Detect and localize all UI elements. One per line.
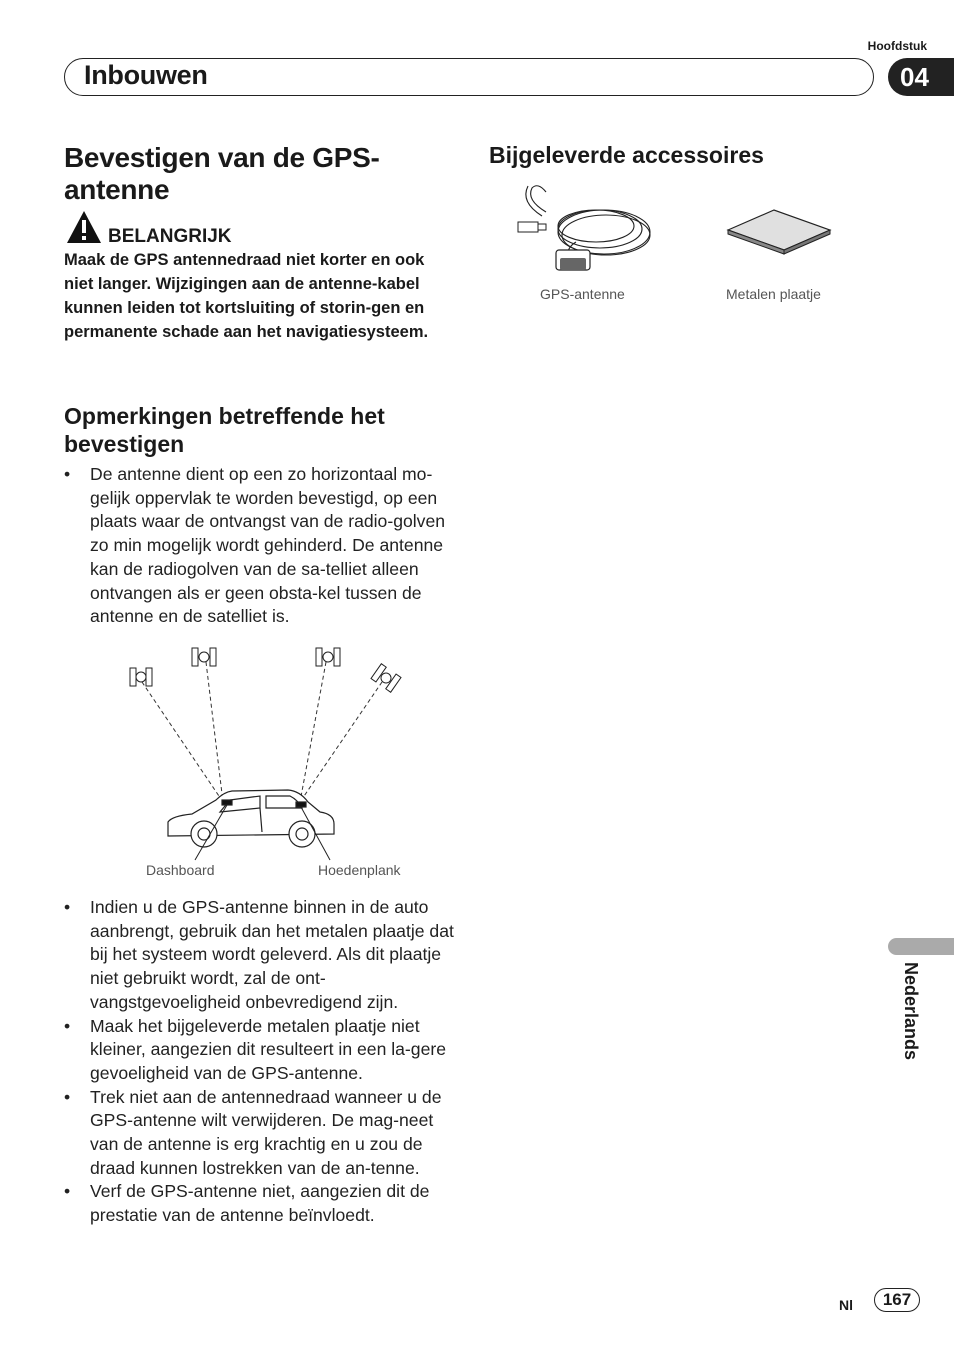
warning-triangle-icon [66, 210, 102, 244]
accessories-heading: Bijgeleverde accessoires [489, 142, 764, 168]
chapter-number-tab: 04 [888, 58, 954, 96]
list-item: • Indien u de GPS-antenne binnen in de auto aanbrengt, gebruik dan het metalen plaatje dat bij het systeem wordt geleverd. Als dit plaatje niet gebruikt wordt, zal de ont-vangstgevoeligheid onbevredigend zijn. [64, 896, 456, 1015]
caption-hoedenplank: Hoedenplank [318, 862, 401, 878]
warning-label: BELANGRIJK [108, 226, 232, 247]
section-title: Inbouwen [84, 60, 208, 90]
list-item: • Verf de GPS-antenne niet, aangezien dit de prestatie van de antenne beïnvloedt. [64, 1180, 456, 1227]
warning-text: Maak de GPS antennedraad niet korter en ook niet langer. Wijzigingen aan de antenne-kabel kunnen leiden tot kortsluiting of storin-gen en permanente schade aan het navigatiesysteem. [64, 251, 429, 341]
gps-antenna-icon [516, 182, 656, 282]
satellite-icon [130, 648, 401, 692]
metal-plate-icon [724, 204, 834, 258]
car-icon [168, 790, 334, 860]
bullet-list [64, 463, 456, 629]
section-subheading: Opmerkingen betreffende het bevestigen [64, 403, 385, 457]
page-language-code: Nl [839, 1297, 853, 1313]
language-label: Nederlands [901, 962, 921, 1061]
language-tab [888, 938, 954, 955]
caption-gps-antenne: GPS-antenne [540, 286, 625, 302]
gps-reception-diagram [120, 640, 420, 885]
chapter-label: Hoofdstuk [867, 39, 927, 53]
list-item: • Maak het bijgeleverde metalen plaatje niet kleiner, aangezien dit resulteert in een la-gere gevoeligheid van de GPS-antenne. [64, 1015, 456, 1086]
caption-dashboard: Dashboard [146, 862, 215, 878]
list-item: • De antenne dient op een zo horizontaal mo-gelijk oppervlak te worden bevestigd, op een plaats waar de ontvangst van de radio-golven zo min mogelijk wordt gehinderd. De antenne kan de radiogolven van de sa-telliet alleen ontvangen als er geen obsta-kel tussen de antenne en de satelliet is. [64, 463, 456, 629]
list-item: • Trek niet aan de antennedraad wanneer u de GPS-antenne wilt verwijderen. De mag-neet van de antenne is erg krachtig en u zou de draad kunnen lostrekken van de an-tenne. [64, 1086, 456, 1181]
caption-metalen-plaatje: Metalen plaatje [726, 286, 821, 302]
page-title: Bevestigen van de GPS-antenne [64, 142, 380, 205]
page-number: 167 [874, 1288, 920, 1312]
bullet-list [64, 896, 456, 1228]
